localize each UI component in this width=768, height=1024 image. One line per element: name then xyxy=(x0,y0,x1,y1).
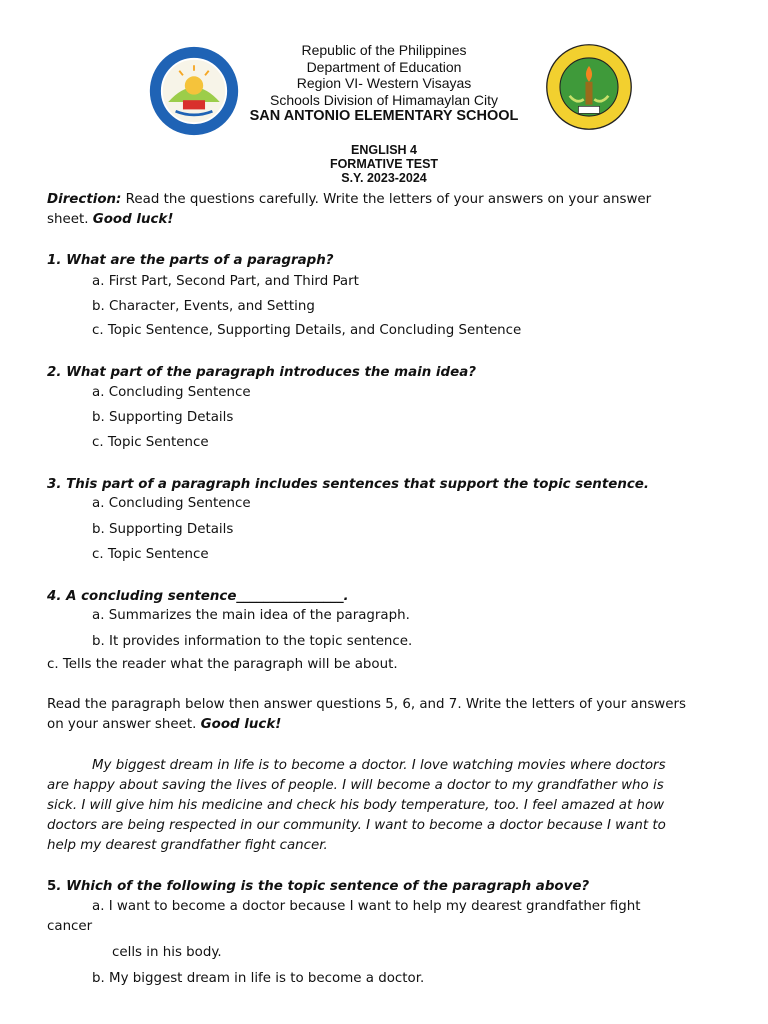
choice-3c: c. Topic Sentence xyxy=(92,547,209,562)
choice-3a: a. Concluding Sentence xyxy=(92,496,251,511)
direction-text: sheet. xyxy=(47,212,93,227)
good-luck: Good luck! xyxy=(200,717,282,732)
choice-4c: c. Tells the reader what the paragraph will be about. xyxy=(47,657,398,672)
subject: ENGLISH 4 xyxy=(351,143,417,157)
letterhead-line: Department of Education xyxy=(306,58,462,75)
direction-text: Read the questions carefully. Write the letters of your answers on your answer xyxy=(121,192,652,207)
question-2: 2. What part of the paragraph introduces the main idea? xyxy=(47,365,476,380)
choice-3b: b. Supporting Details xyxy=(92,522,234,537)
test-type: FORMATIVE TEST xyxy=(329,157,439,171)
direction-label: Direction: xyxy=(47,192,122,207)
school-name: SAN ANTONIO ELEMENTARY SCHOOL xyxy=(249,108,519,124)
choice-1a: a. First Part, Second Part, and Third Part xyxy=(92,274,359,289)
direction-line-2 xyxy=(47,210,173,230)
choice-2a: a. Concluding Sentence xyxy=(92,385,251,400)
direction-line-1 xyxy=(47,190,651,210)
paragraph-line: My biggest dream in life is to become a doctor. I love watching movies where doctors xyxy=(92,758,666,773)
question-1: 1. What are the parts of a paragraph? xyxy=(47,253,334,268)
choice-5a-line-2: cancer xyxy=(47,919,93,934)
letterhead-line: Region VI- Western Visayas xyxy=(296,75,472,91)
choice-5a-line-1: a. I want to become a doctor because I want to help my dearest grandfather fight xyxy=(92,899,641,914)
question-5-number: 5 xyxy=(47,879,57,894)
paragraph-line: help my dearest grandfather fight cancer. xyxy=(47,838,328,853)
choice-2b: b. Supporting Details xyxy=(92,410,234,425)
choice-1b: b. Character, Events, and Setting xyxy=(92,299,315,314)
paragraph-line: sick. I will give him his medicine and check his body temperature, too. I feel amazed at how xyxy=(47,798,665,813)
reading-instruction-text: on your answer sheet. xyxy=(47,717,201,732)
school-year: S.Y. 2023-2024 xyxy=(341,171,427,185)
test-title xyxy=(200,143,568,185)
reading-instruction-1: Read the paragraph below then answer questions 5, 6, and 7. Write the letters of your answers xyxy=(47,697,686,712)
paragraph-line: doctors are being respected in our community. I want to become a doctor because I want to xyxy=(47,818,666,833)
choice-4b: b. It provides information to the topic sentence. xyxy=(92,634,413,649)
question-5-stem: . Which of the following is the topic sentence of the paragraph above? xyxy=(56,879,590,894)
letterhead-line: Republic of the Philippines xyxy=(301,42,467,58)
choice-1c: c. Topic Sentence, Supporting Details, and Concluding Sentence xyxy=(92,323,522,338)
letterhead-line: Schools Division of Himamaylan City xyxy=(270,91,498,108)
choice-2c: c. Topic Sentence xyxy=(92,435,209,450)
paragraph-line: are happy about saving the lives of people. I will become a doctor to my grandfather who is xyxy=(47,778,664,793)
question-4: 4. A concluding sentence________________. xyxy=(47,589,349,604)
reading-instruction-2 xyxy=(47,715,281,735)
choice-4a: a. Summarizes the main idea of the paragraph. xyxy=(92,608,410,623)
choice-5b: b. My biggest dream in life is to become a doctor. xyxy=(92,971,425,986)
good-luck: Good luck! xyxy=(92,212,174,227)
question-3: 3. This part of a paragraph includes sentences that support the topic sentence. xyxy=(47,477,649,492)
letterhead xyxy=(200,42,568,125)
choice-5a-line-3: cells in his body. xyxy=(112,945,222,960)
question-5 xyxy=(47,877,589,897)
